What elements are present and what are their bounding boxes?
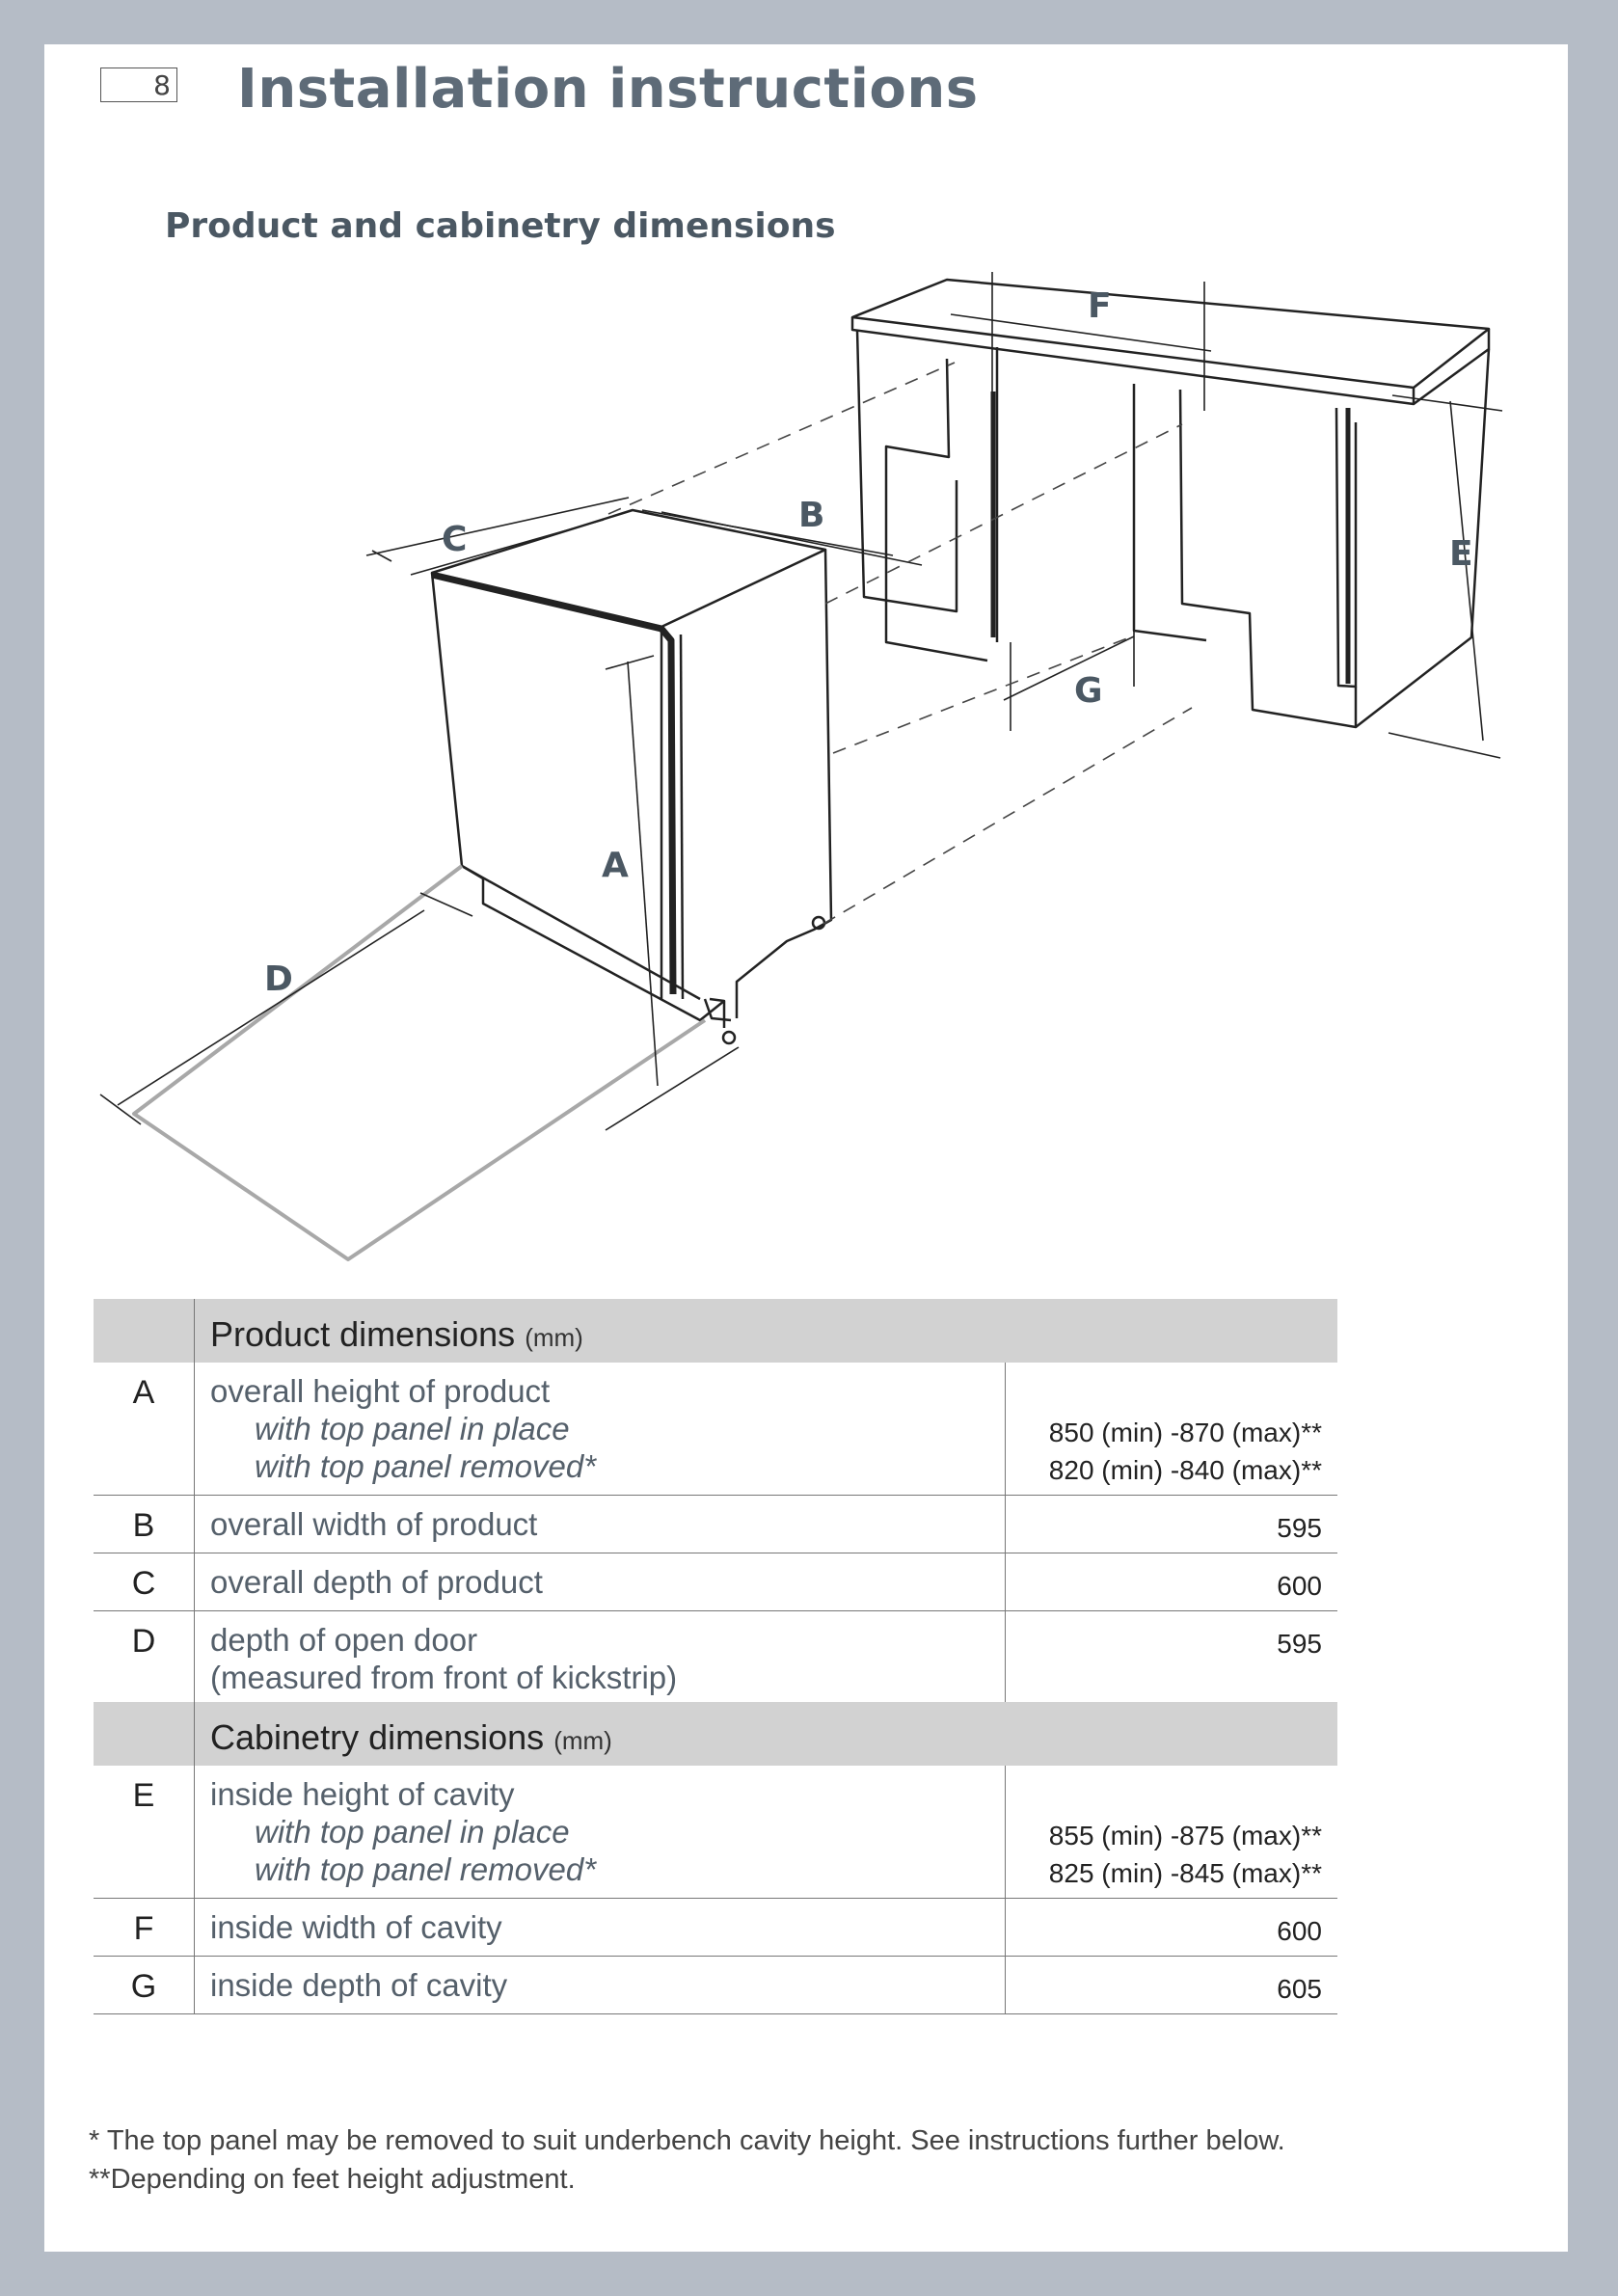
label-G: G — [1074, 671, 1103, 711]
dimensions-diagram — [44, 44, 1568, 1327]
row-description-note: (measured from front of kickstrip) — [210, 1660, 678, 1695]
row-letter: B — [94, 1496, 195, 1553]
cabinet-right-unit — [1134, 384, 1206, 640]
row-description: overall height of product — [210, 1373, 551, 1409]
label-C: C — [442, 520, 468, 559]
cabinet-countertop-side — [1414, 329, 1489, 404]
row-letter: C — [94, 1553, 195, 1611]
footnote-feet-height: **Depending on feet height adjustment. — [89, 2164, 576, 2195]
row-value: 595 — [1006, 1496, 1338, 1553]
product-section-title: Product dimensions — [210, 1314, 516, 1354]
row-description: inside width of cavity — [195, 1899, 1006, 1957]
cabinet-left-unit — [857, 330, 957, 611]
table-row-E — [94, 1766, 1337, 1899]
row-value: 595 — [1277, 1629, 1322, 1659]
page-number: 8 — [100, 68, 177, 102]
table-row-B — [94, 1496, 1337, 1553]
row-description: overall depth of product — [195, 1553, 1006, 1611]
row-value: 600 — [1006, 1553, 1338, 1611]
label-D: D — [264, 959, 293, 999]
label-B: B — [798, 496, 825, 535]
product-section-header — [94, 1299, 1337, 1363]
row-letter: F — [94, 1899, 195, 1957]
row-subdescription: with top panel in place — [255, 1411, 570, 1446]
table-row-A — [94, 1363, 1337, 1496]
label-E: E — [1449, 534, 1473, 574]
row-subdescription: with top panel removed* — [255, 1448, 597, 1484]
row-letter: D — [94, 1611, 195, 1703]
table-row-D — [94, 1611, 1337, 1703]
row-description: inside height of cavity — [210, 1776, 515, 1812]
row-description: overall width of product — [195, 1496, 1006, 1553]
row-description: depth of open door — [210, 1622, 478, 1658]
product-section-unit: (mm) — [525, 1323, 583, 1352]
row-value: 825 (min) -845 (max)** — [1048, 1858, 1322, 1888]
footnote-top-panel: * The top panel may be removed to suit underbench cavity height. See instructions further below. — [89, 2125, 1285, 2156]
row-value: 600 — [1006, 1899, 1338, 1957]
row-subdescription: with top panel removed* — [255, 1851, 597, 1887]
row-value: 850 (min) -870 (max)** — [1048, 1418, 1322, 1447]
cabinetry-section-unit: (mm) — [553, 1726, 612, 1755]
row-description: inside depth of cavity — [195, 1957, 1006, 2014]
footnotes — [89, 2121, 1285, 2199]
section-subtitle: Product and cabinetry dimensions — [165, 206, 836, 246]
dishwasher-side — [737, 550, 831, 1018]
row-subdescription: with top panel in place — [255, 1814, 570, 1850]
label-A: A — [602, 846, 629, 885]
open-door-floor — [134, 866, 705, 1259]
row-value: 605 — [1006, 1957, 1338, 2014]
row-letter: G — [94, 1957, 195, 2014]
cabinetry-section-header — [94, 1702, 1337, 1766]
row-value: 820 (min) -840 (max)** — [1048, 1455, 1322, 1485]
dimensions-table — [94, 1299, 1337, 2014]
row-letter: E — [94, 1766, 195, 1899]
row-letter: A — [94, 1363, 195, 1496]
row-value: 855 (min) -875 (max)** — [1048, 1821, 1322, 1850]
table-row-F — [94, 1899, 1337, 1957]
label-F: F — [1088, 286, 1112, 326]
dishwasher-front-left — [432, 573, 483, 878]
cabinetry-section-title: Cabinetry dimensions — [210, 1717, 545, 1757]
table-row-G — [94, 1957, 1337, 2014]
table-row-C — [94, 1553, 1337, 1611]
page-title: Installation instructions — [237, 58, 979, 121]
